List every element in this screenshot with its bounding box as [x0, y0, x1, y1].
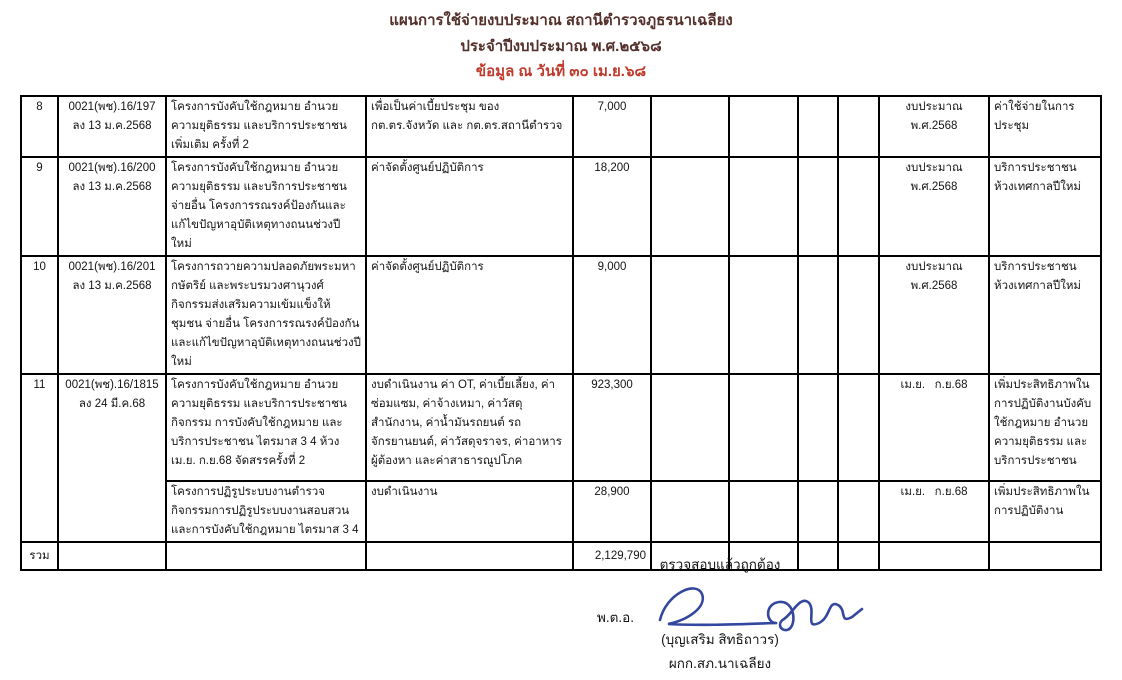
empty-cell [798, 374, 838, 481]
detail-cell: งบดำเนินงาน [366, 481, 573, 542]
doc-ref-cell [58, 374, 166, 542]
row-number: 11 [21, 374, 58, 542]
empty-cell [838, 256, 879, 374]
empty-cell [838, 481, 879, 542]
doc-number: 0021(พช).16/1815 [65, 379, 159, 391]
budget-period-cell: เม.ย. ก.ย.68 [879, 374, 989, 481]
document-title-line2: ประจำปีงบประมาณ พ.ศ.๒๕๖๘ [460, 38, 662, 55]
signature-block [555, 554, 885, 671]
doc-date: ลง 13 ม.ค.2568 [72, 120, 152, 132]
doc-date: ลง 13 ม.ค.2568 [72, 181, 152, 193]
document-header [0, 8, 1122, 84]
budget-source-cell: งบประมาณ พ.ศ.2568 [879, 96, 989, 157]
doc-number: 0021(พช).16/200 [68, 162, 156, 174]
amount-cell: 9,000 [573, 256, 651, 374]
empty-cell [838, 374, 879, 481]
amount-cell: 7,000 [573, 96, 651, 157]
empty-cell [166, 542, 366, 570]
row-number: 8 [21, 96, 58, 157]
doc-number: 0021(พช).16/201 [68, 261, 156, 273]
detail-cell: ค่าจัดตั้งศูนย์ปฏิบัติการ [366, 256, 573, 374]
signer-name: (บุญเสริม สิทธิถาวร) [661, 632, 779, 647]
empty-cell [798, 157, 838, 256]
row-number: 9 [21, 157, 58, 256]
empty-cell [729, 374, 798, 481]
doc-ref-cell [58, 157, 166, 256]
empty-cell [729, 256, 798, 374]
empty-cell [729, 481, 798, 542]
project-cell: โครงการปฏิรูประบบงานตำรวจ กิจกรรมการปฏิรูประบบงานสอบสวน และการบังคับใช้กฎหมาย ไตรมาส 3 4 [166, 481, 366, 542]
project-cell: โครงการบังคับใช้กฎหมาย อำนวยความยุติธรรม และบริการประชาชน กิจกรรม การบังคับใช้กฎหมาย และบริการประชาชน ไตรมาส 3 4 ห้วง เม.ย. ก.ย.68 จัดสรรครั้งที่ 2 [166, 374, 366, 481]
detail-cell: ค่าจัดตั้งศูนย์ปฏิบัติการ [366, 157, 573, 256]
amount-cell: 18,200 [573, 157, 651, 256]
document-title-line1: แผนการใช้จ่ายงบประมาณ สถานีตำรวจภูธรนาเฉลียง [389, 12, 733, 29]
amount-cell: 28,900 [573, 481, 651, 542]
empty-cell [729, 157, 798, 256]
detail-cell: เพื่อเป็นค่าเบี้ยประชุม ของ กต.ตร.จังหวัด และ กต.ตร.สถานีตำรวจ [366, 96, 573, 157]
table-row [21, 374, 1101, 481]
project-cell: โครงการบังคับใช้กฎหมาย อำนวยความยุติธรรม และบริการประชาชน จ่ายอื่น โครงการรณรงค์ป้องกันและแก้ไขปัญหาอุบัติเหตุทางถนนช่วงปีใหม่ [166, 157, 366, 256]
budget-source-cell: งบประมาณ พ.ศ.2568 [879, 157, 989, 256]
rank-text: พ.ต.อ. [597, 610, 635, 625]
empty-cell [651, 96, 729, 157]
empty-cell [798, 256, 838, 374]
budget-source-cell: งบประมาณ พ.ศ.2568 [879, 256, 989, 374]
signer-position: ผกก.สภ.นาเฉลียง [668, 656, 772, 671]
verified-text: ตรวจสอบแล้วถูกต้อง [659, 557, 781, 572]
empty-cell [838, 157, 879, 256]
doc-ref-cell [58, 96, 166, 157]
remark-cell: บริการประชาชนห้วงเทศกาลปีใหม่ [989, 256, 1101, 374]
document-date-line: ข้อมูล ณ วันที่ ๓๐ เม.ย.๖๘ [475, 63, 647, 80]
project-cell: โครงการบังคับใช้กฎหมาย อำนวยความยุติธรรม และบริการประชาชน เพิ่มเติม ครั้งที่ 2 [166, 96, 366, 157]
empty-cell [798, 96, 838, 157]
table-row [21, 481, 1101, 542]
total-label: รวม [21, 542, 58, 570]
row-number: 10 [21, 256, 58, 374]
doc-ref-cell [58, 256, 166, 374]
empty-cell [838, 96, 879, 157]
amount-cell: 923,300 [573, 374, 651, 481]
empty-cell [58, 542, 166, 570]
empty-cell [729, 96, 798, 157]
project-cell: โครงการถวายความปลอดภัยพระมหากษัตริย์ และพระบรมวงศานุวงศ์ กิจกรรมส่งเสริมความเข้มแข็งให้ชุมชน จ่ายอื่น โครงการรณรงค์ป้องกันและแก้ไขปัญหาอุบัติเหตุทางถนนช่วงปีใหม่ [166, 256, 366, 374]
table-row [21, 157, 1101, 256]
budget-table [20, 95, 1102, 571]
doc-date: ลง 13 ม.ค.2568 [72, 280, 152, 292]
empty-cell [989, 542, 1101, 570]
total-amount: 2,129,790 [573, 542, 651, 570]
remark-cell: เพิ่มประสิทธิภาพในการปฏิบัติงาน [989, 481, 1101, 542]
empty-cell [651, 256, 729, 374]
empty-cell [651, 374, 729, 481]
remark-cell: เพิ่มประสิทธิภาพในการปฏิบัติงานบังคับใช้กฎหมาย อำนวยความยุติธรรม และบริการประชาชน [989, 374, 1101, 481]
remark-cell: ค่าใช้จ่ายในการประชุม [989, 96, 1101, 157]
detail-cell: งบดำเนินงาน ค่า OT, ค่าเบี้ยเลี้ยง, ค่าซ่อมแซม, ค่าจ้างเหมา, ค่าวัสดุสำนักงาน, ค่าน้ำมันรถยนต์ รถจักรยานยนต์, ค่าวัสดุจราจร, ค่าอาหารผู้ต้องหา และค่าสาธารณูปโภค [366, 374, 573, 481]
doc-number: 0021(พช).16/197 [68, 101, 156, 113]
empty-cell [651, 481, 729, 542]
budget-period-cell: เม.ย. ก.ย.68 [879, 481, 989, 542]
empty-cell [366, 542, 573, 570]
remark-cell: บริการประชาชนห้วงเทศกาลปีใหม่ [989, 157, 1101, 256]
table-row [21, 96, 1101, 157]
doc-date: ลง 24 มี.ค.68 [78, 398, 146, 410]
table-row [21, 256, 1101, 374]
empty-cell [798, 481, 838, 542]
empty-cell [651, 157, 729, 256]
empty-cell [879, 542, 989, 570]
